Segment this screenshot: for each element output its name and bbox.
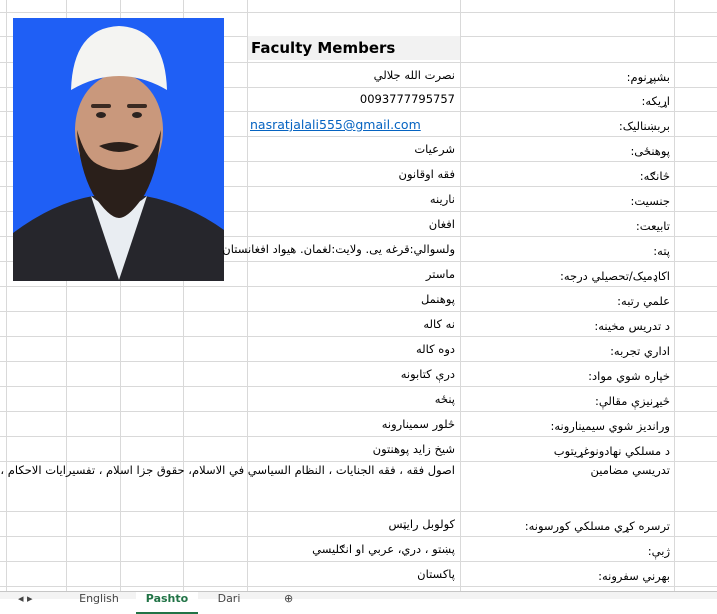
label-research-articles[interactable]: څیړنیزې مقالې: <box>594 394 670 408</box>
sheet-title[interactable]: Faculty Members <box>248 36 460 60</box>
label-languages[interactable]: ژبې: <box>647 544 670 558</box>
label-academic-rank[interactable]: علمي رتبه: <box>617 294 670 308</box>
label-teaching-subjects[interactable]: تدریسي مضامین <box>590 463 670 477</box>
value-academic-degree[interactable]: ماستر <box>425 267 455 281</box>
tab-english[interactable]: English <box>79 592 119 605</box>
value-address[interactable]: ولسوالي:قرغه يى. ولايت:لغمان. هيواد افغانستان <box>222 242 455 256</box>
label-address[interactable]: پته: <box>653 244 670 258</box>
value-languages[interactable]: پښتو ، دري، عربي او انګلیسي <box>312 542 455 556</box>
label-admin-experience[interactable]: اداري تجربه: <box>610 344 670 358</box>
label-teaching-history[interactable]: د تدریس مخینه: <box>594 319 670 333</box>
value-professional-memberships[interactable]: شیخ زاید پوهنتون <box>372 442 455 456</box>
label-full-name[interactable]: بشپړنوم: <box>626 70 670 84</box>
label-faculty[interactable]: پوهنځی: <box>630 144 670 158</box>
value-contact[interactable]: 0093777795757 <box>359 92 455 106</box>
label-published-materials[interactable]: خپاره شوي مواد: <box>588 369 670 383</box>
value-teaching-subjects[interactable]: اصول فقه ، فقه الجنايات ، النظام السياسي في الاسلام، حقوق جزا اسلام ، تفسيرايات الاحكام ، <box>0 463 455 477</box>
value-published-materials[interactable]: درې کتابونه <box>400 367 455 381</box>
sheet-tabs-bar <box>0 591 717 605</box>
label-department[interactable]: څانګه: <box>639 169 670 183</box>
add-sheet-icon[interactable]: ⊕ <box>284 592 294 605</box>
value-department[interactable]: فقه اوقانون <box>398 167 455 181</box>
label-courses-completed[interactable]: ترسره کړي مسلکي کورسونه: <box>524 519 670 533</box>
label-foreign-trips[interactable]: بهرني سفرونه: <box>598 569 670 583</box>
label-contact[interactable]: اړیکه: <box>641 94 670 108</box>
value-faculty[interactable]: شرعیات <box>414 142 455 156</box>
label-seminars[interactable]: ورانديز شوي سیمینارونه: <box>550 419 670 433</box>
label-nationality[interactable]: تابیعت: <box>635 219 670 233</box>
tab-dari[interactable]: Dari <box>217 592 241 605</box>
value-gender[interactable]: نارینه <box>429 192 455 206</box>
label-gender[interactable]: جنسیت: <box>630 194 670 208</box>
value-teaching-history[interactable]: نه کاله <box>423 317 455 331</box>
label-email[interactable]: بربښنالیک: <box>618 119 670 133</box>
label-academic-degree[interactable]: اکاډمیک/تحصیلي درجه: <box>559 269 670 283</box>
value-admin-experience[interactable]: دوه کاله <box>415 342 455 356</box>
value-foreign-trips[interactable]: پاکستان <box>417 567 455 581</box>
value-seminars[interactable]: څلور سمینارونه <box>381 417 455 431</box>
value-full-name[interactable]: نصرت الله جلالي <box>373 68 455 82</box>
tab-nav-arrows[interactable]: ◂ ▸ <box>18 592 33 605</box>
value-email[interactable]: nasratjalali555@gmail.com <box>250 117 421 132</box>
value-courses-completed[interactable]: کولوبل رایټس <box>388 517 455 531</box>
value-research-articles[interactable]: پنځه <box>434 392 455 406</box>
value-nationality[interactable]: افغان <box>428 217 455 231</box>
value-academic-rank[interactable]: پوهنمل <box>420 292 455 306</box>
profile-photo <box>13 18 224 281</box>
tab-pashto[interactable]: Pashto <box>136 592 198 614</box>
label-professional-memberships[interactable]: د مسلکي نهادونوغړیتوب <box>553 444 670 458</box>
